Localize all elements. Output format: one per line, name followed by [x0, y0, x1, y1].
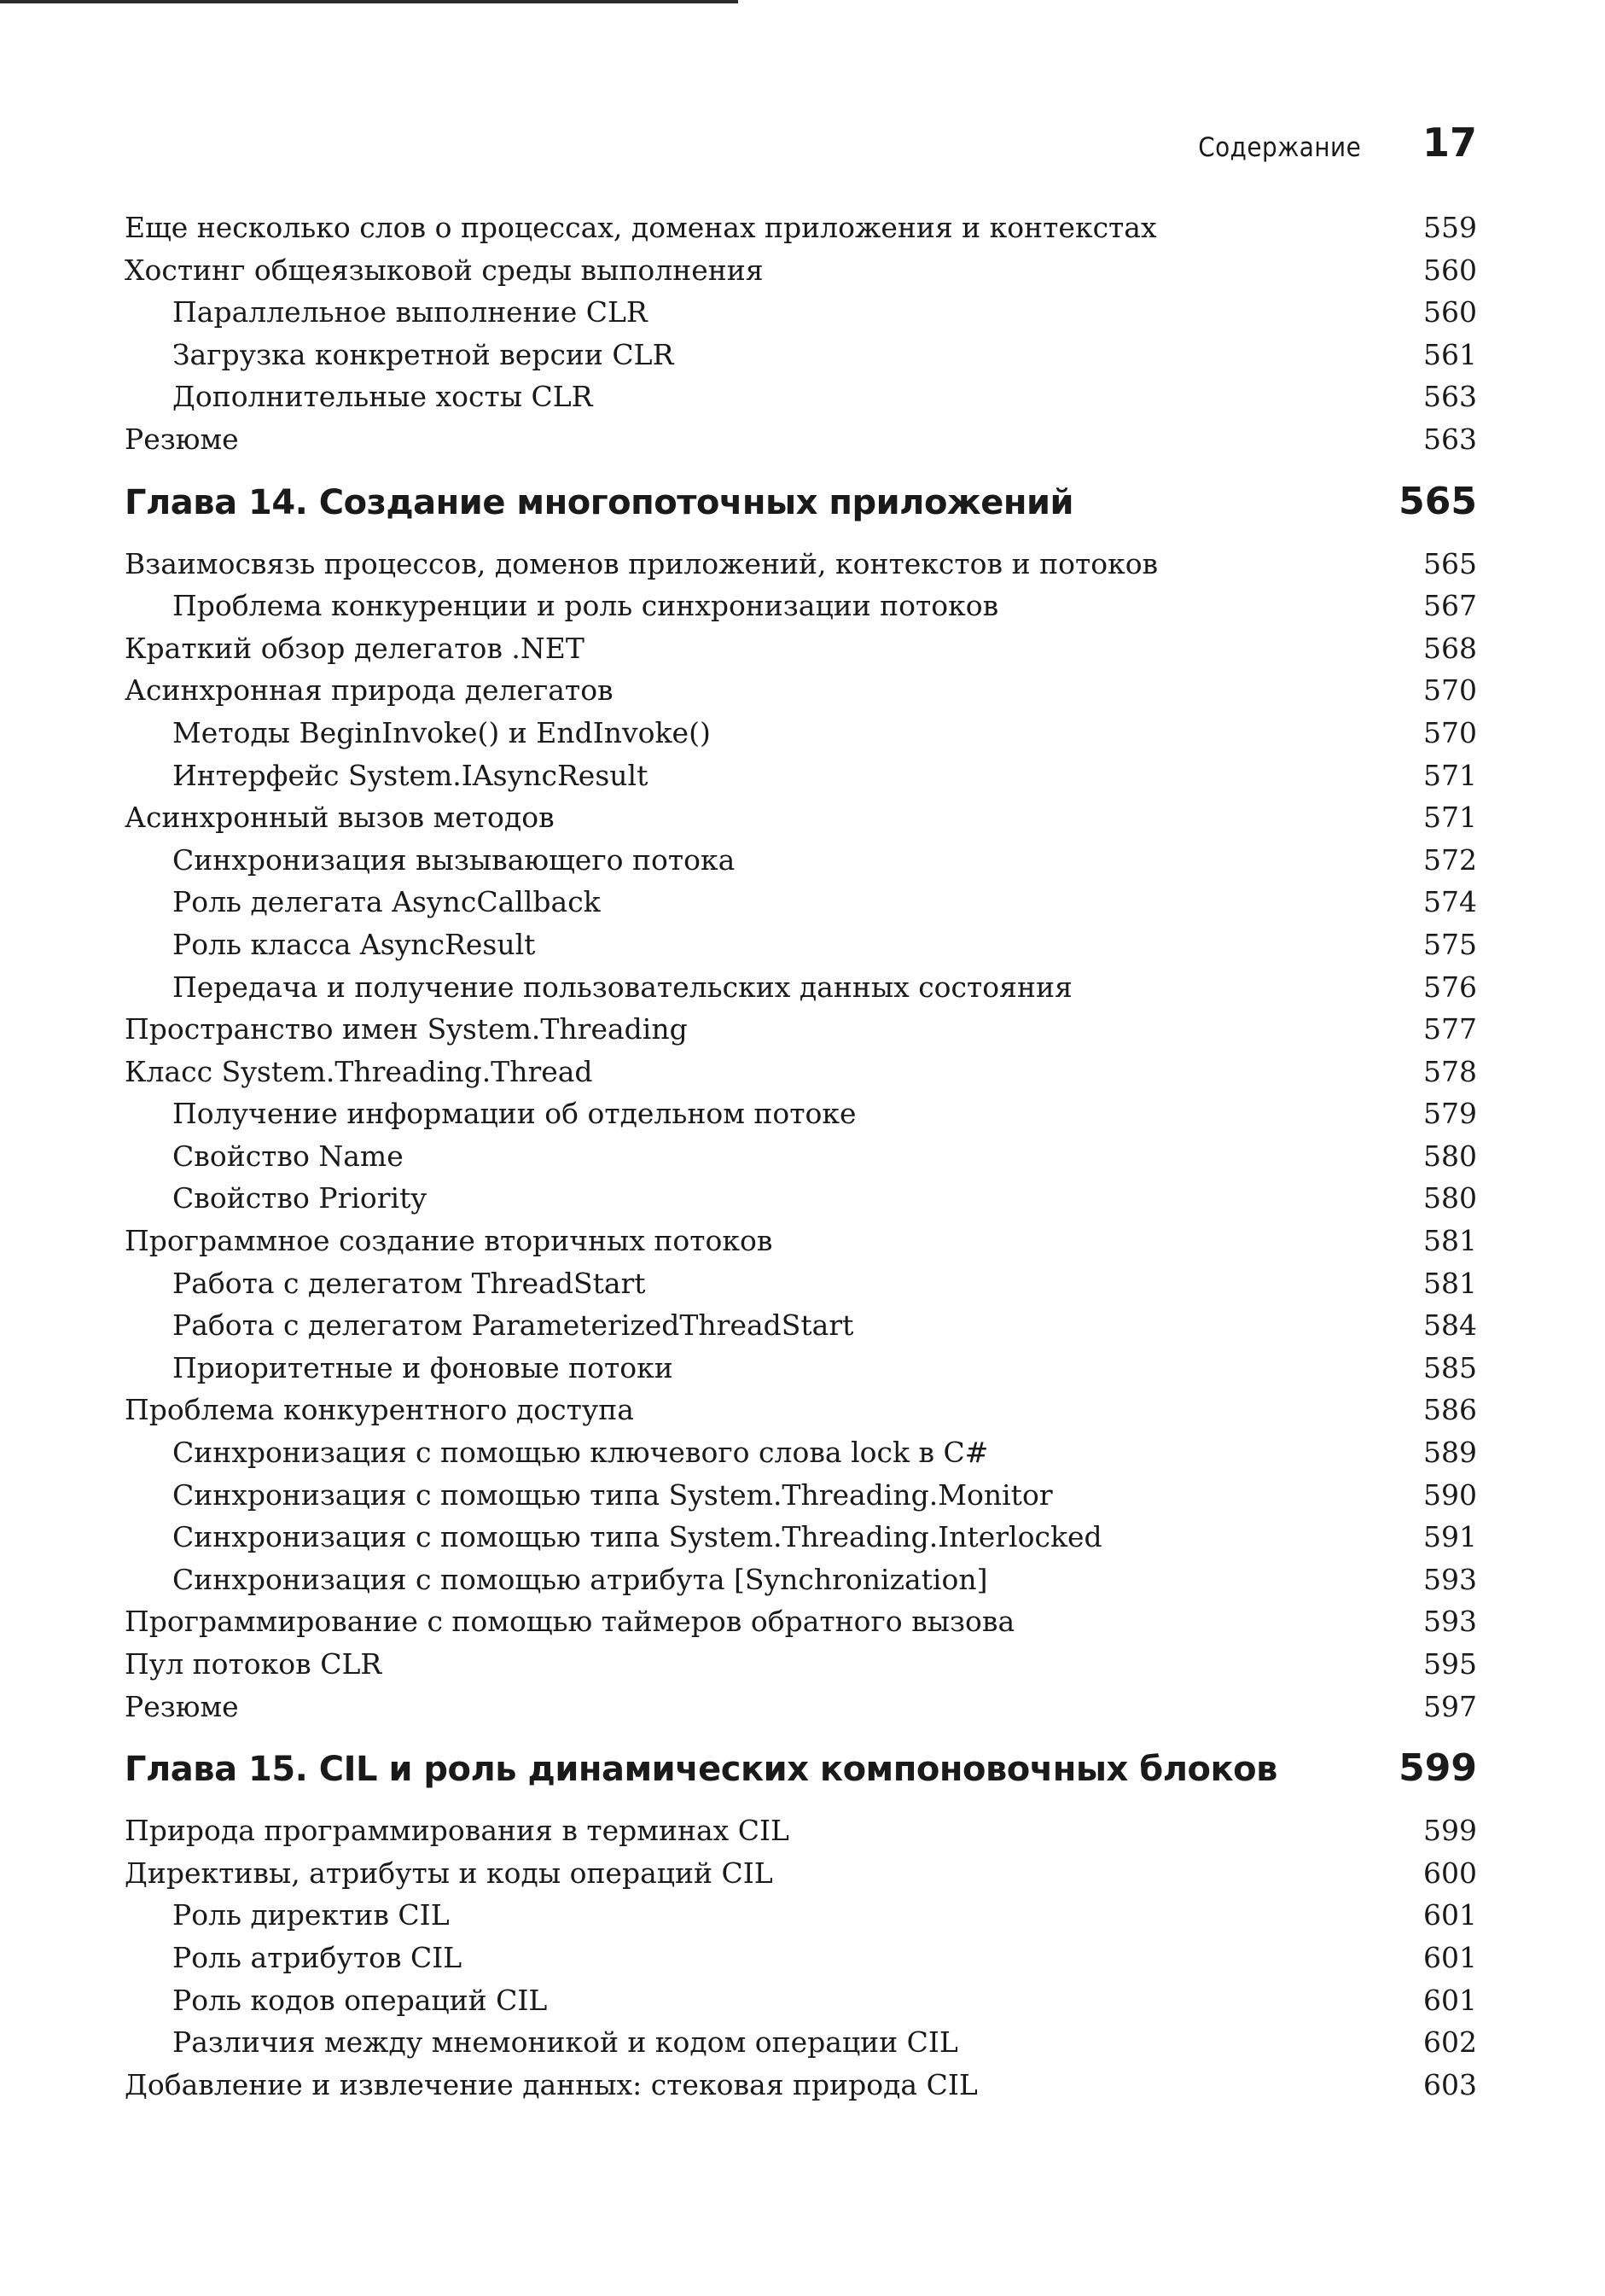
entry-title: Проблема конкуренции и роль синхронизации потоков [172, 589, 999, 623]
toc-subentry [125, 1979, 1477, 2022]
toc-subentry [125, 1937, 1477, 1979]
entry-page-number: 589 [1423, 1436, 1477, 1470]
entry-title: Асинхронный вызов методов [125, 801, 555, 835]
entry-title: Директивы, атрибуты и коды операций CIL [125, 1856, 773, 1890]
toc-entry [125, 1852, 1477, 1895]
entry-title: Получение информации об отдельном потоке [172, 1097, 857, 1131]
entry-page-number: 559 [1423, 211, 1477, 244]
entry-title: Передача и получение пользовательских данных состояния [172, 970, 1073, 1004]
toc-entry [125, 1389, 1477, 1431]
entry-title: Дополнительные хосты CLR [172, 380, 593, 414]
entry-page-number: 565 [1423, 546, 1477, 580]
entry-title: Синхронизация вызывающего потока [172, 842, 736, 877]
entry-page-number: 584 [1423, 1308, 1477, 1343]
entry-title: Синхронизация с помощью типа System.Threading.Interlocked [172, 1520, 1102, 1554]
entry-title: Краткий обзор делегатов .NET [125, 631, 584, 665]
toc-subentry [125, 291, 1477, 334]
entry-page-number: 601 [1423, 1983, 1477, 2017]
entry-title: Класс System.Threading.Thread [125, 1054, 593, 1088]
entry-title: Резюме [125, 422, 239, 456]
entry-title: Программирование с помощью таймеров обратного вызова [125, 1605, 1015, 1639]
entry-page-number: 591 [1423, 1520, 1477, 1554]
entry-page-number: 570 [1423, 673, 1477, 708]
entry-title: Работа с делегатом ThreadStart [172, 1266, 646, 1300]
entry-title: Роль делегата AsyncCallback [172, 885, 601, 919]
entry-page-number: 586 [1423, 1393, 1477, 1427]
entry-page-number: 590 [1423, 1477, 1477, 1512]
entry-page-number: 602 [1423, 2025, 1477, 2060]
toc-entry [125, 2064, 1477, 2107]
toc-subentry [125, 1262, 1477, 1305]
toc-entry [125, 1643, 1477, 1686]
entry-page-number: 560 [1423, 253, 1477, 287]
entry-title: Загрузка конкретной версии CLR [172, 337, 674, 371]
entry-title: Свойство Priority [172, 1181, 427, 1215]
toc-entry [125, 796, 1477, 839]
toc-subentry [125, 966, 1477, 1009]
entry-title: Резюме [125, 1689, 239, 1723]
toc-subentry [125, 1347, 1477, 1390]
entry-page-number: 571 [1423, 758, 1477, 792]
top-rule [0, 0, 738, 3]
toc-subentry [125, 1135, 1477, 1178]
toc-entry [125, 1686, 1477, 1728]
entry-title: Роль класса AsyncResult [172, 927, 536, 961]
entry-title: Синхронизация с помощью атрибута [Synchronization] [172, 1562, 988, 1596]
entry-title: Синхронизация с помощью ключевого слова lock в C# [172, 1436, 989, 1470]
toc-subentry [125, 839, 1477, 882]
toc-entry [125, 1809, 1477, 1852]
entry-title: Добавление и извлечение данных: стековая природа CIL [125, 2067, 978, 2101]
chapter-heading [125, 1728, 1477, 1809]
entry-page-number: 563 [1423, 380, 1477, 414]
running-header-section: Содержание [1197, 132, 1361, 163]
entry-page-number: 601 [1423, 1940, 1477, 1974]
chapter-heading [125, 461, 1477, 543]
entry-page-number: 577 [1423, 1012, 1477, 1046]
toc-subentry [125, 924, 1477, 966]
toc-entry [125, 1051, 1477, 1093]
entry-page-number: 597 [1423, 1689, 1477, 1723]
entry-page-number: 572 [1423, 842, 1477, 877]
entry-title: Роль кодов операций CIL [172, 1983, 548, 2017]
toc-entry [125, 1220, 1477, 1262]
entry-page-number: 581 [1423, 1224, 1477, 1258]
chapter-page-number: 599 [1399, 1746, 1477, 1791]
entry-page-number: 581 [1423, 1266, 1477, 1300]
entry-title: Параллельное выполнение CLR [172, 295, 648, 329]
entry-page-number: 579 [1423, 1097, 1477, 1131]
entry-page-number: 571 [1423, 801, 1477, 835]
toc-subentry [125, 2021, 1477, 2064]
toc-entry [125, 1600, 1477, 1643]
toc-subentry [125, 1093, 1477, 1135]
toc-entry [125, 249, 1477, 292]
entry-page-number: 568 [1423, 631, 1477, 665]
toc-subentry [125, 1559, 1477, 1601]
entry-page-number: 578 [1423, 1054, 1477, 1088]
table-of-contents [125, 207, 1477, 2106]
entry-page-number: 580 [1423, 1139, 1477, 1173]
entry-page-number: 600 [1423, 1856, 1477, 1890]
chapter-title: Глава 15. CIL и роль динамических компоновочных блоков [125, 1750, 1277, 1790]
entry-page-number: 601 [1423, 1898, 1477, 1932]
toc-subentry [125, 1431, 1477, 1474]
entry-title: Еще несколько слов о процессах, доменах приложения и контекстах [125, 211, 1157, 244]
entry-page-number: 576 [1423, 970, 1477, 1004]
toc-subentry [125, 1304, 1477, 1347]
entry-title: Методы BeginInvoke() и EndInvoke() [172, 715, 711, 749]
entry-page-number: 595 [1423, 1647, 1477, 1681]
page-number: 17 [1422, 119, 1477, 166]
entry-title: Приоритетные и фоновые потоки [172, 1350, 673, 1384]
entry-title: Хостинг общеязыковой среды выполнения [125, 253, 764, 287]
entry-page-number: 593 [1423, 1605, 1477, 1639]
toc-subentry [125, 1177, 1477, 1220]
running-header [125, 119, 1477, 171]
entry-page-number: 603 [1423, 2067, 1477, 2101]
entry-title: Различия между мнемоникой и кодом операции CIL [172, 2025, 958, 2060]
toc-subentry [125, 376, 1477, 418]
toc-entry [125, 1008, 1477, 1051]
entry-page-number: 580 [1423, 1181, 1477, 1215]
entry-title: Свойство Name [172, 1139, 404, 1173]
entry-title: Роль директив CIL [172, 1898, 450, 1932]
toc-entry [125, 418, 1477, 461]
entry-page-number: 574 [1423, 885, 1477, 919]
toc-subentry [125, 712, 1477, 755]
entry-page-number: 593 [1423, 1562, 1477, 1596]
toc-subentry [125, 334, 1477, 376]
entry-title: Проблема конкурентного доступа [125, 1393, 634, 1427]
toc-entry [125, 627, 1477, 670]
toc-entry [125, 207, 1477, 249]
entry-title: Роль атрибутов CIL [172, 1940, 462, 1974]
toc-subentry [125, 755, 1477, 797]
entry-title: Работа с делегатом ParameterizedThreadStart [172, 1308, 854, 1343]
entry-title: Асинхронная природа делегатов [125, 673, 614, 708]
toc-subentry [125, 1474, 1477, 1517]
entry-title: Синхронизация с помощью типа System.Threading.Monitor [172, 1477, 1053, 1512]
toc-subentry [125, 1894, 1477, 1937]
entry-page-number: 563 [1423, 422, 1477, 456]
entry-page-number: 585 [1423, 1350, 1477, 1384]
entry-page-number: 570 [1423, 715, 1477, 749]
entry-title: Пространство имен System.Threading [125, 1012, 688, 1046]
chapter-title: Глава 14. Создание многопоточных приложений [125, 482, 1074, 522]
entry-page-number: 560 [1423, 295, 1477, 329]
entry-title: Пул потоков CLR [125, 1647, 382, 1681]
toc-subentry [125, 881, 1477, 924]
toc-entry [125, 543, 1477, 586]
toc-entry [125, 669, 1477, 712]
chapter-page-number: 565 [1399, 479, 1477, 523]
entry-page-number: 599 [1423, 1814, 1477, 1848]
entry-title: Природа программирования в терминах CIL [125, 1814, 789, 1848]
entry-page-number: 567 [1423, 589, 1477, 623]
entry-page-number: 575 [1423, 927, 1477, 961]
entry-title: Программное создание вторичных потоков [125, 1224, 773, 1258]
toc-subentry [125, 1516, 1477, 1559]
entry-title: Интерфейс System.IAsyncResult [172, 758, 648, 792]
entry-title: Взаимосвязь процессов, доменов приложений, контекстов и потоков [125, 546, 1159, 580]
toc-subentry [125, 585, 1477, 627]
entry-page-number: 561 [1423, 337, 1477, 371]
